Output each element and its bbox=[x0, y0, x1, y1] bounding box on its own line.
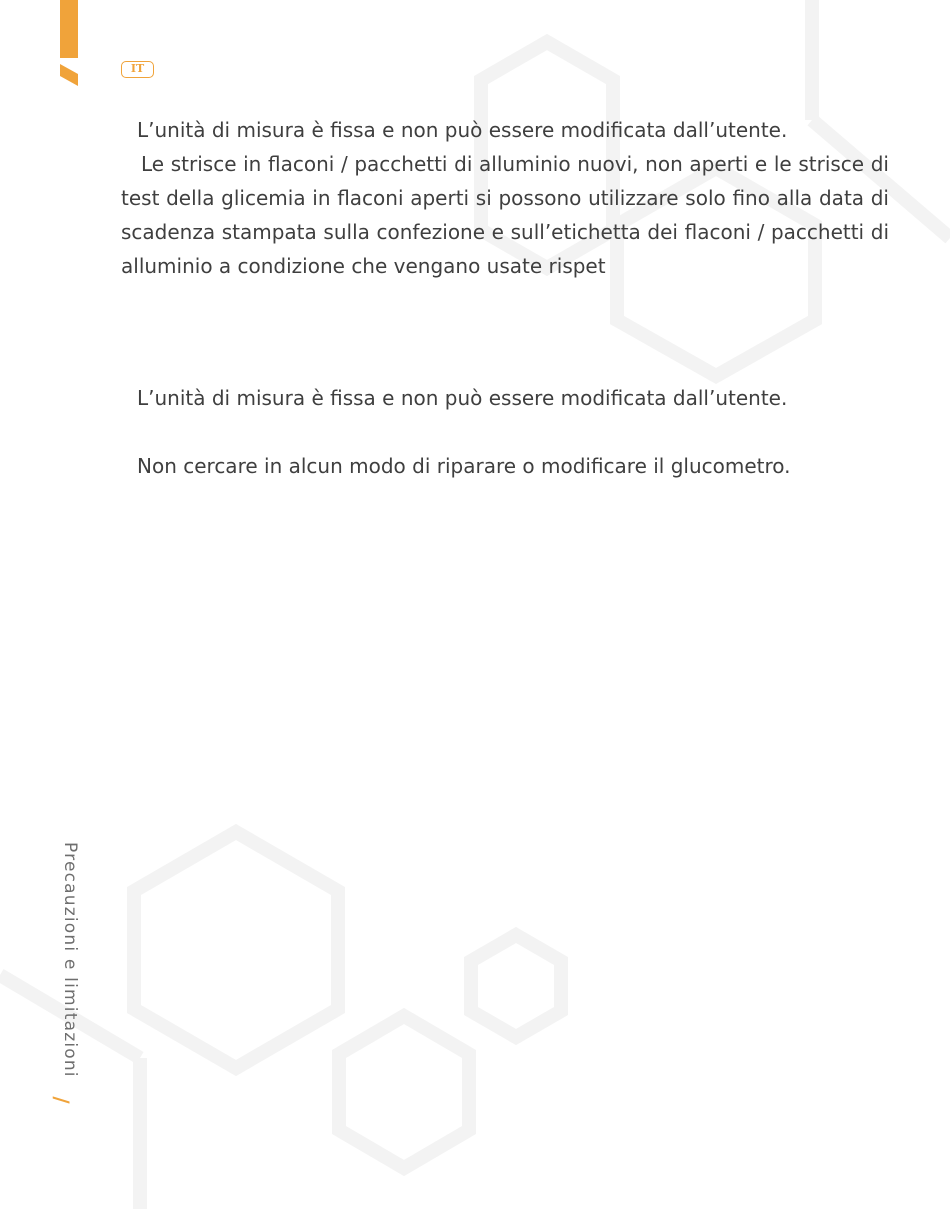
paragraph-strips-expiry: Le strisce in flaconi / pacchetti di alluminio nuovi, non aperti e le strisce di test della glicemia in flaconi aperti si possono utilizzare solo fino alla data di scadenza stampata sulla confezione e sull’etichetta dei flaconi / pacchetti di alluminio a condizione che vengano usate rispet bbox=[121, 152, 889, 278]
paragraph-unit-fixed: L’unità di misura è fissa e non può essere modificata dall’utente. bbox=[137, 118, 788, 142]
section-slash: / bbox=[49, 1096, 74, 1104]
section-tab bbox=[50, 842, 90, 1112]
hexagon-bottom-mid bbox=[339, 1016, 469, 1168]
paragraph-no-repair: Non cercare in alcun modo di riparare o modificare il glucometro. bbox=[137, 454, 791, 478]
section-title: Precauzioni e limitazioni bbox=[60, 842, 80, 1078]
paragraph-unit-fixed-repeat: L’unità di misura è fissa e non può essere modificata dall’utente. bbox=[137, 386, 788, 410]
hexagon-bottom-small bbox=[471, 935, 561, 1037]
orange-accent-bar bbox=[0, 0, 90, 90]
hexagon-bottom-large bbox=[134, 832, 338, 1068]
language-badge: IT bbox=[121, 61, 154, 78]
